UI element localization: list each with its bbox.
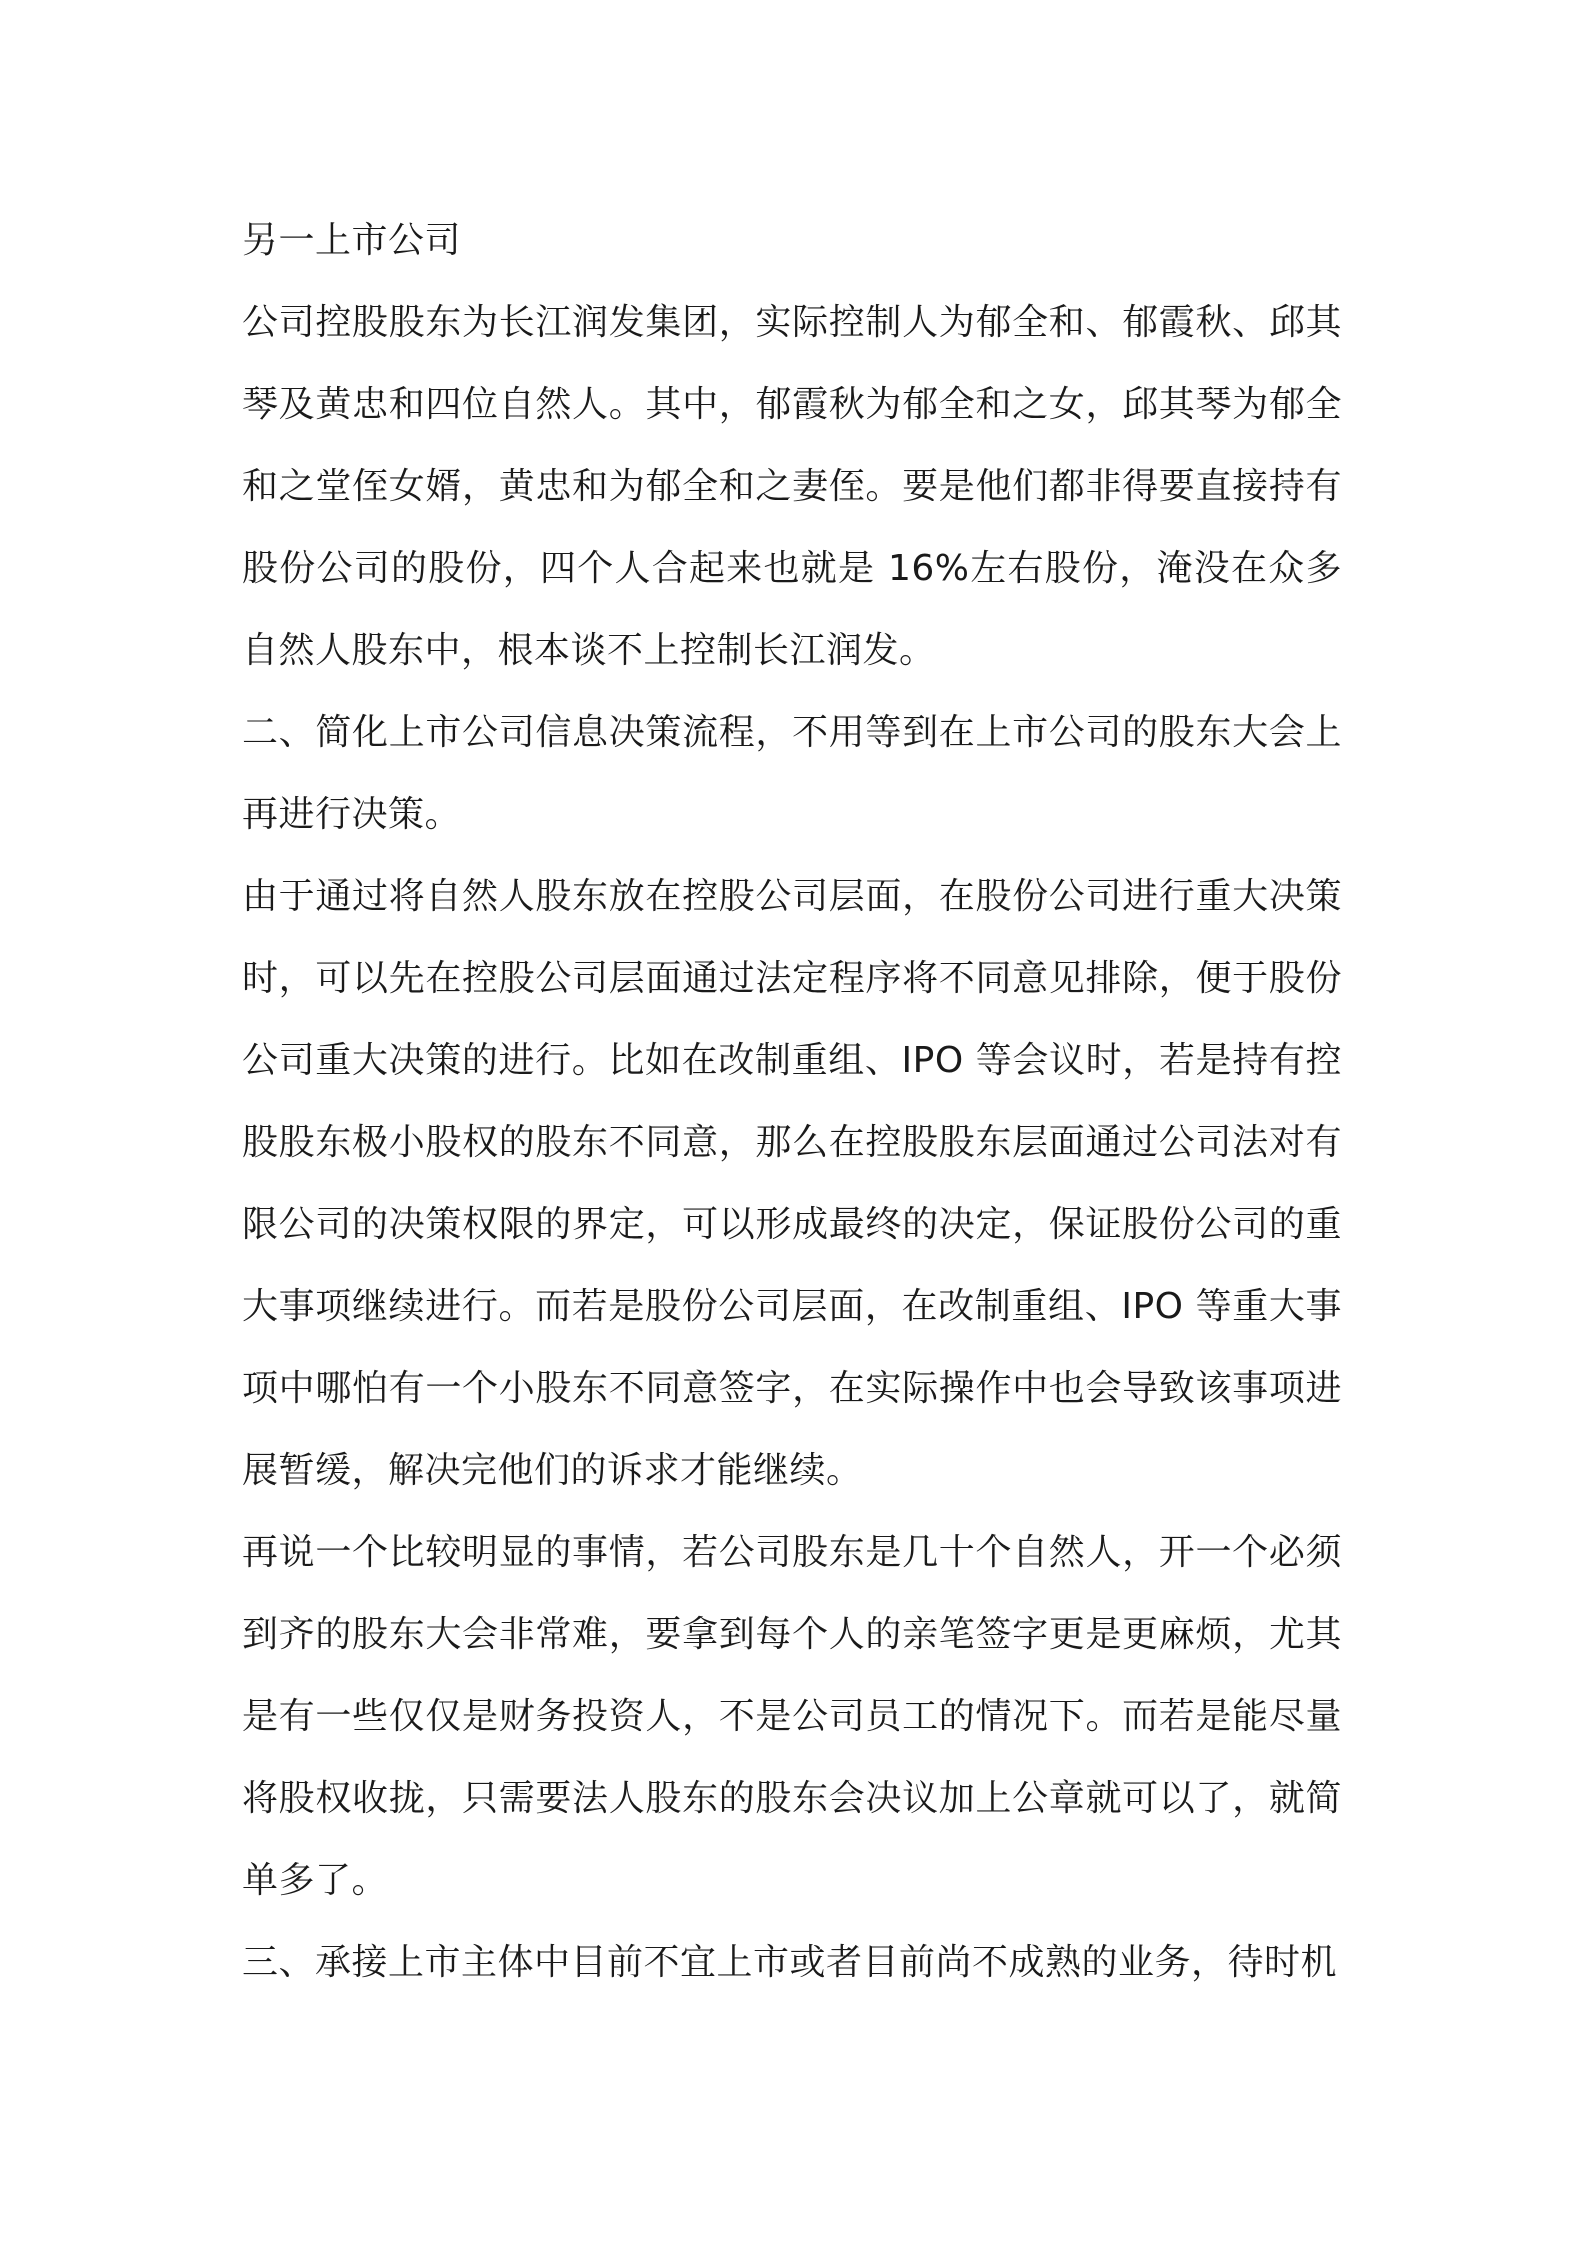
paragraph-shareholder-meeting: 再说一个比较明显的事情，若公司股东是几十个自然人，开一个必须到齐的股东大会非常难，要拿到每个人的亲笔签字更是更麻烦，尤其是有一些仅仅是财务投资人，不是公司员工的情况下。而若是能尽量将股权收拢，只需要法人股东的股东会决议加上公章就可以了，就简单多了。 <box>242 1532 1342 1901</box>
document-body <box>242 200 1342 2004</box>
paragraph-controlling-shareholder: 公司控股股东为长江润发集团，实际控制人为郁全和、郁霞秋、邱其琴及黄忠和四位自然人。其中，郁霞秋为郁全和之女，邱其琴为郁全和之堂侄女婿，黄忠和为郁全和之妻侄。要是他们都非得要直接持有股份公司的股份，四个人合起来也就是 16%左右股份，淹没在众多自然人股东中，根本谈不上控制长江润发。 <box>242 302 1342 671</box>
section-heading-listed-company: 另一上市公司 <box>242 220 462 261</box>
paragraph-decision-process: 由于通过将自然人股东放在控股公司层面，在股份公司进行重大决策时，可以先在控股公司层面通过法定程序将不同意见排除，便于股份公司重大决策的进行。比如在改制重组、IPO 等会议时，若是持有控股股东极小股权的股东不同意，那么在控股股东层面通过公司法对有限公司的决策权限的界定，可以形成最终的决定，保证股份公司的重大事项继续进行。而若是股份公司层面，在改制重组、IPO 等重大事项中哪怕有一个小股东不同意签字，在实际操作中也会导致该事项进展暂缓，解决完他们的诉求才能继续。 <box>242 876 1342 1491</box>
section-heading-undertake-business: 三、承接上市主体中目前不宜上市或者目前尚不成熟的业务，待时机 <box>242 1942 1338 1983</box>
section-heading-simplify-decision: 二、简化上市公司信息决策流程，不用等到在上市公司的股东大会上再进行决策。 <box>242 712 1342 835</box>
